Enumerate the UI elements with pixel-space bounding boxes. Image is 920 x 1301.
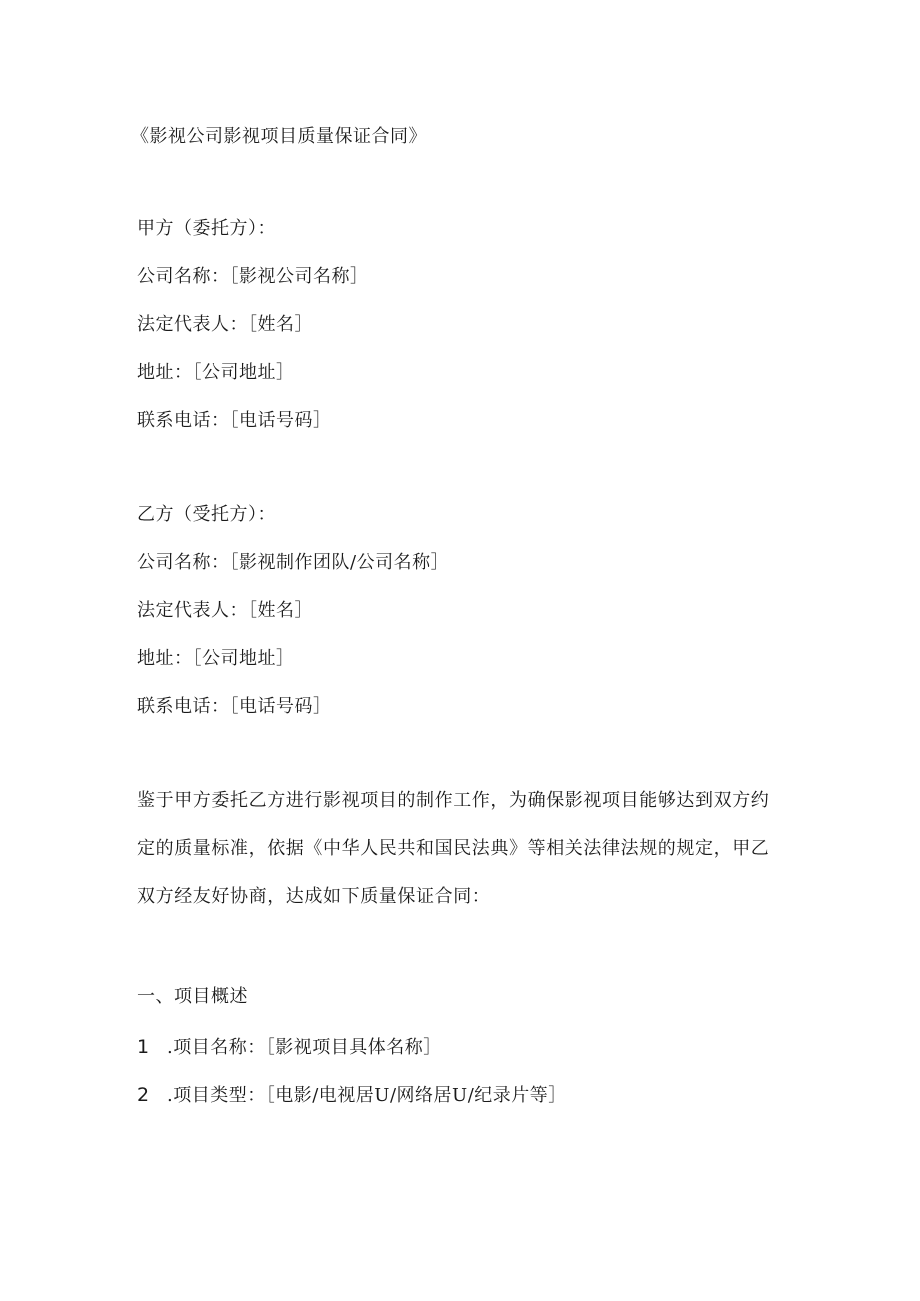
list-item	[137, 1083, 567, 1108]
party-b-company: 公司名称：［影视制作团队/公司名称］	[137, 552, 450, 573]
party-b-heading: 乙方（受托方）：	[137, 504, 276, 525]
party-b-address: 地址：［公司地址］	[137, 648, 295, 669]
list-item-number: 2	[137, 1084, 150, 1106]
preamble-paragraph: 鉴于甲方委托乙方进行影视项目的制作工作，为确保影视项目能够达到双方约定的质量标准，依据《中华人民共和国民法典》等相关法律法规的规定，甲乙双方经友好协商，达成如下质量保证合同：	[137, 790, 770, 907]
list-item-text: .项目名称：［影视项目具体名称］	[167, 1037, 442, 1058]
list-item	[137, 1035, 442, 1060]
party-b-representative: 法定代表人：［姓名］	[137, 600, 313, 621]
party-b-phone: 联系电话：［电话号码］	[137, 696, 332, 717]
party-a-phone: 联系电话：［电话号码］	[137, 410, 332, 431]
list-item-number: 1	[137, 1036, 150, 1058]
party-a-representative: 法定代表人：［姓名］	[137, 314, 313, 335]
section1-heading: 一、项目概述	[137, 986, 248, 1007]
contract-title: 《影视公司影视项目质量保证合同》	[131, 126, 427, 147]
party-a-address: 地址：［公司地址］	[137, 362, 295, 383]
list-item-text: .项目类型：［电影/电视居U/网络居U/纪录片等］	[167, 1085, 567, 1106]
party-a-heading: 甲方（委托方）：	[137, 218, 276, 239]
party-a-company: 公司名称：［影视公司名称］	[137, 266, 369, 287]
